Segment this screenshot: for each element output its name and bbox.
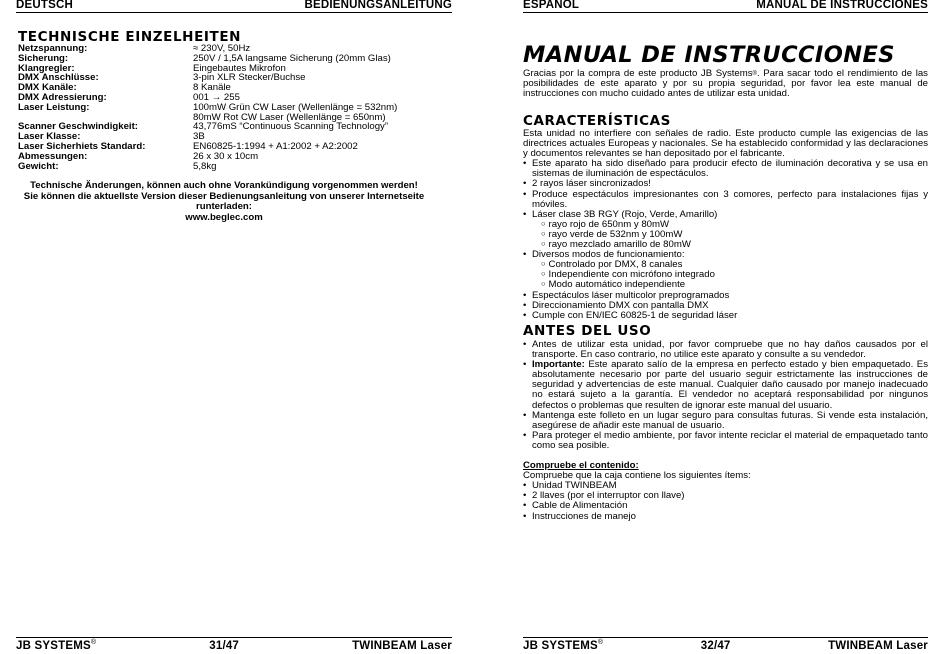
spec-key: Abmessungen: [18,150,88,162]
spec-value: 100mW Grün CW Laser (Wellenlänge = 532nm) [193,101,398,113]
spec-key: Klangregler: [18,62,75,74]
footer-brand [16,640,96,652]
registered-mark: ® [597,639,604,646]
spec-key: Laser Sicherhiets Standard: [18,140,146,152]
spec-value: 001 → 255 [193,91,240,103]
before-use-item [523,360,928,410]
feature-text: Produce espectáculos impresionantes con 3 comores, perfecto para instalaciones fijas y móviles. [532,188,928,210]
spec-value: 5,8kg [193,160,217,172]
contents-list [523,481,928,521]
feature-text: Este aparato ha sido diseñado para producir efecto de iluminación decorativa y se usa en sistemas de iluminación de espectáculos. [532,158,928,180]
before-use-text: Para proteger el medio ambiente, por favor intente reciclar el material de empaquetado tanto como sea posible. [532,429,928,451]
feature-text: Diversos modos de funcionamiento: [532,249,685,261]
before-use-text: Este aparato salío de la empresa en perfecto estado y bien empaquetado. Es absolutamente necesario por parte del usuario seguir estrictamente las instrucciones de seguridad y advertencias de este manual. Cualquier daño causado por manejo inadecuado no estará sujeto a la garantía. El vendedor no aceptará responsabilidad por ningunos defectos o problemas que resulten de ignorar este manual del usuario. [532,359,928,411]
footer-page-number: 32/47 [700,640,731,652]
intro-paragraph [523,69,928,99]
spec-value: 3B [193,131,205,143]
feature-text: Cumple con EN/IEC 60825-1 de seguridad láser [532,309,738,321]
spec-value: EN60825-1:1994 + A1:2002 + A2:2002 [193,140,358,152]
feature-item [523,159,928,179]
header-language: ESPAÑOL [523,0,580,11]
features-section [523,129,928,321]
feature-text: Láser clase 3B RGY (Rojo, Verde, Amarillo) [532,208,718,220]
section-title-features: CARACTERÍSTICAS [523,113,671,129]
spec-key: Sicherung: [18,52,69,64]
intro-text-a: Gracias por la compra de este producto JB Systems [523,68,753,79]
footer-brand-text: JB SYSTEMS [523,640,598,652]
feature-item [523,250,928,290]
feature-item [523,311,928,321]
manual-title: MANUAL DE INSTRUCCIONES [523,42,895,68]
contents-item: • Unidad TWINBEAM [523,481,928,491]
before-use-item [523,431,928,451]
footer-page-number: 31/47 [209,640,240,652]
contents-intro: Compruebe que la caja contiene los siguientes ítems: [523,470,751,482]
spec-row [18,152,438,162]
registered-mark: ® [90,639,97,646]
spec-key: Gewicht: [18,160,59,172]
section-title-before-use: ANTES DEL USO [523,323,652,339]
spec-key: Laser Klasse: [18,131,81,143]
page-header-left [16,0,452,13]
notice-line-1: Technische Änderungen, können auch ohne Vorankündigung vorgenommen werden! [30,180,418,191]
notice-url[interactable]: www.beglec.com [185,211,263,223]
contents-item: • 2 llaves (por el interruptor con llave) [523,491,928,501]
header-language: DEUTSCH [16,0,73,11]
spec-key: DMX Adressierung: [18,91,107,103]
features-list [523,159,928,321]
spec-table [18,44,438,171]
spec-value: 26 x 30 x 10cm [193,150,259,162]
contents-title: Compruebe el contenido: [523,460,639,472]
spec-row [18,162,438,172]
spec-value: 8 Kanäle [193,82,231,94]
spec-key: DMX Anschlüsse: [18,72,99,84]
spec-value: Eingebautes Mikrofon [193,62,286,74]
before-use-emphasis: Importante: [532,359,585,371]
footer-product: TWINBEAM Laser [828,640,928,652]
before-use-list [523,340,928,451]
page-header-right [523,0,928,13]
page-footer-left [16,637,452,653]
footer-brand-text: JB SYSTEMS [16,640,91,652]
feature-item [523,190,928,210]
feature-subitem: ○ Independiente con micrófono integrado [532,270,928,280]
feature-subitem: ○ rayo rojo de 650nm y 80mW [532,220,928,230]
spec-value: ≈ 230V, 50Hz [193,43,251,54]
header-document-type: BEDIENUNGSANLEITUNG [304,0,452,11]
feature-item [523,210,928,250]
footer-product: TWINBEAM Laser [352,640,452,652]
notice-line-2: Sie können die aktuellste Version dieser Bedienungsanleitung von unserer Internetseite runterladen: [23,190,425,213]
feature-text: 2 rayos láser sincronizados! [532,178,651,190]
spec-key: Scanner Geschwindigkeit: [18,121,138,133]
spec-key: Netzspannung: [18,43,88,54]
spec-value: 3-pin XLR Stecker/Buchse [193,72,306,84]
section-title-technical: TECHNISCHE EINZELHEITEN [18,29,242,45]
before-use-section [523,340,928,522]
spec-row [18,122,438,132]
registered-mark: ® [752,71,757,77]
spec-key: Laser Leistung: [18,101,90,113]
contents-item: • Instrucciones de manejo [523,512,928,522]
footer-brand [523,640,603,652]
feature-subitem: ○ Controlado por DMX, 8 canales [532,260,928,270]
feature-subitem: ○ rayo verde de 532nm y 100mW [532,230,928,240]
page-footer-right [523,637,928,653]
spec-value: 80mW Rot CW Laser (Wellenlänge = 650nm) [193,111,386,123]
notice-block [18,181,430,223]
before-use-item [523,411,928,431]
spec-key: DMX Kanäle: [18,82,77,94]
header-document-type: MANUAL DE INSTRUCCIONES [756,0,928,11]
before-use-text: Antes de utilizar esta unidad, por favor compruebe que no hay daños causados por el transporte. En caso contrario, no utilice este aparato y consulte a su vendedor. [532,339,928,361]
features-intro: Esta unidad no interfiere con señales de radio. Este producto cumple las exigencias de las directrices actuales Europeas y nacionales. Se ha establecido conformidad y las declaraciones y documentos relevantes se han depositado por el fabricante. [523,128,928,160]
spec-value: 43,776mS “Continuous Scanning Technology” [193,121,389,133]
page-right [475,0,950,654]
intro-text-b: . Para sacar todo el rendimiento de las posibilidades de este aparato y por su propia seguridad, por favor lea este manual de instrucciones con mucho cuidado antes de utilizar esta unidad. [523,68,928,100]
feature-text: Direccionamiento DMX con pantalla DMX [532,299,709,311]
feature-subitem: ○ Modo automático independiente [532,280,928,290]
spec-value: 250V / 1,5A langsame Sicherung (20mm Glas) [193,52,391,64]
feature-text: Espectáculos láser multicolor preprogramados [532,289,730,301]
contents-item: • Cable de Alimentación [523,501,928,511]
feature-subitem: ○ rayo mezclado amarillo de 80mW [532,240,928,250]
before-use-text: Mantenga este folleto en un lugar seguro para consultas futuras. Si vende esta instalación, asegúrese de añadir este manual de usuario. [532,409,928,431]
before-use-item [523,340,928,360]
